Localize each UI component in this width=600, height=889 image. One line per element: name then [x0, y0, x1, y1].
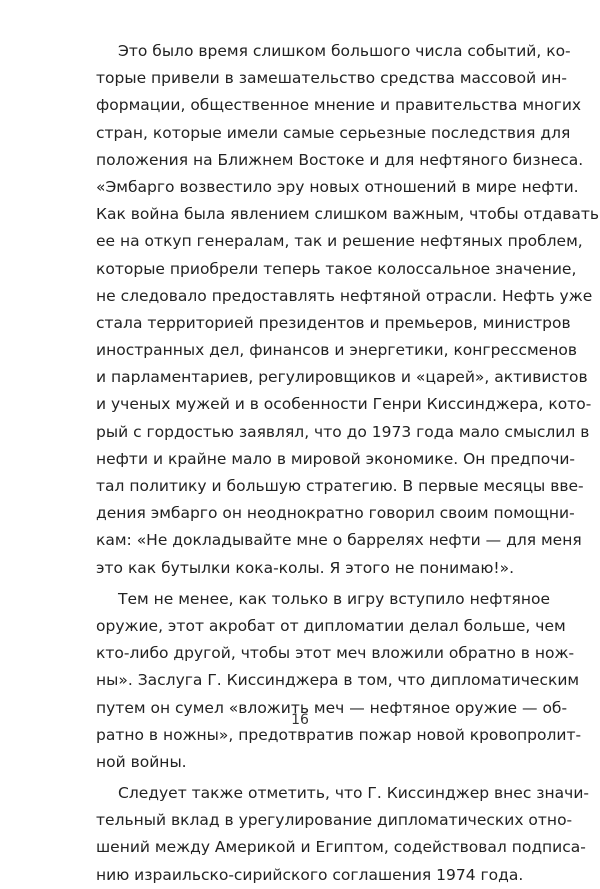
text-line: Это было время слишком большого числа событий, ко-: [118, 42, 571, 60]
text-line: ной войны.: [96, 752, 187, 771]
text-line: рый с гордостью заявлял, что до 1973 года мало смыслил в: [96, 422, 590, 441]
text-line: стран, которые имели самые серьезные последствия для: [96, 123, 571, 142]
text-line: нефти и крайне мало в мировой экономике. Он предпочи-: [96, 449, 576, 468]
text-line: и ученых мужей и в особенности Генри Киссинджера, кото-: [96, 395, 592, 414]
text-line: кто-либо другой, чтобы этот меч вложили обратно в нож-: [96, 644, 575, 663]
text-line: оружие, этот акробат от дипломатии делал больше, чем: [96, 616, 566, 635]
text-line: «Эмбарго возвестило эру новых отношений в мире нефти.: [96, 177, 579, 196]
text-line: формации, общественное мнение и правительства многих: [96, 96, 582, 115]
page-number: 16: [291, 712, 309, 728]
body-text: [96, 38, 600, 889]
text-line: путем он сумел «вложить меч — нефтяное оружие — об-: [96, 698, 568, 717]
text-line: дения эмбарго он неоднократно говорил своим помощни-: [96, 504, 575, 523]
text-line: ее на откуп генералам, так и решение нефтяных проблем,: [96, 232, 583, 251]
paragraph-1: [96, 38, 600, 582]
text-line: которые приобрели теперь такое колоссальное значение,: [96, 259, 577, 278]
text-line: ны». Заслуга Г. Киссинджера в том, что дипломатическим: [96, 671, 580, 690]
text-line: Следует также отметить, что Г. Киссинджер внес значи-: [118, 784, 589, 803]
text-line: Как война была явлением слишком важным, чтобы отдавать: [96, 205, 600, 224]
text-line: и парламентариев, регулировщиков и «царей», активистов: [96, 368, 588, 387]
paragraph-2: [96, 586, 582, 776]
text-line: положения на Ближнем Востоке и для нефтяного бизнеса.: [96, 150, 584, 169]
text-line: ратно в ножны», предотвратив пожар новой кровопролит-: [96, 725, 582, 744]
text-line: не следовало предоставлять нефтяной отрасли. Нефть уже: [96, 286, 593, 305]
text-line: шений между Америкой и Египтом, содействовал подписа-: [96, 838, 586, 857]
text-line: нию израильско-сирийского соглашения 1974 года.: [96, 865, 524, 884]
text-line: кам: «Не докладывайте мне о баррелях нефти — для меня: [96, 531, 582, 550]
text-line: стала территорией президентов и премьеров, министров: [96, 313, 571, 332]
text-line: тал политику и большую стратегию. В первые месяцы вве-: [96, 477, 584, 495]
text-line: торые привели в замешательство средства массовой ин-: [96, 69, 567, 88]
text-line: Тем не менее, как только в игру вступило нефтяное: [118, 589, 551, 608]
text-line: тельный вклад в урегулирование дипломатических отно-: [96, 811, 573, 830]
paragraph-3: [96, 780, 589, 889]
text-line: иностранных дел, финансов и энергетики, конгрессменов: [96, 341, 577, 360]
text-line: это как бутылки кока-колы. Я этого не понимаю!».: [96, 558, 515, 577]
